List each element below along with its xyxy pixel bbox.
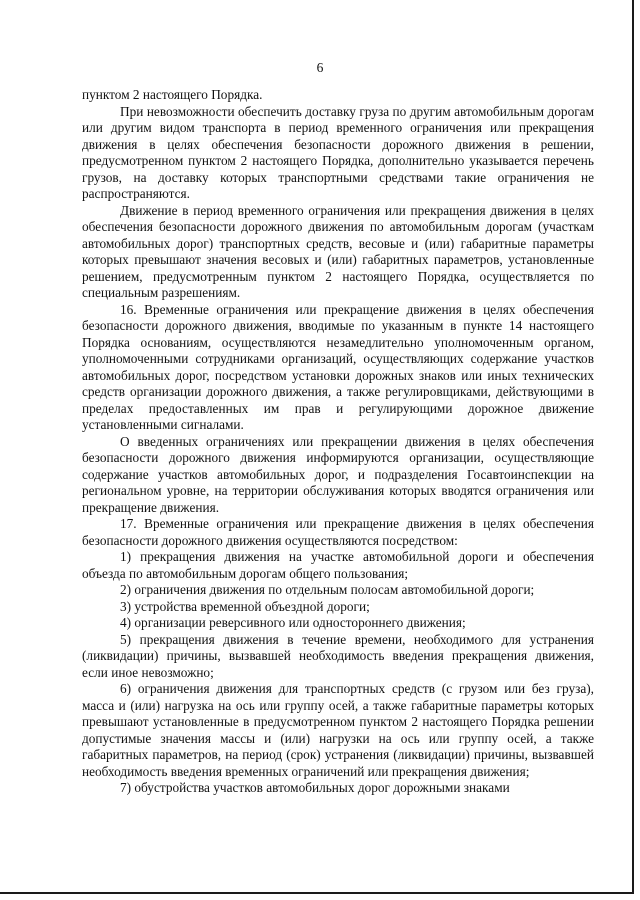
list-item: 7) обустройства участков автомобильных дорог дорожными знаками	[120, 780, 510, 795]
list-item: 2) ограничения движения по отдельным полосам автомобильной дороги;	[120, 582, 535, 597]
list-item: 1) прекращения движения на участке автомобильной дороги и обеспечения объезда по автомобильным дорогам общего пользования;	[82, 549, 594, 581]
list-item: 4) организации реверсивного или одностороннего движения;	[120, 615, 466, 630]
paragraph-continuation: пунктом 2 настоящего Порядка.	[82, 87, 263, 102]
paragraph-item-17: 17. Временные ограничения или прекращение движения в целях обеспечения безопасности дорожного движения осуществляются посредством:	[82, 516, 594, 548]
list-item: 6) ограничения движения для транспортных средств (с грузом или без груза), масса и (или) нагрузка на ось или группу осей, а также габаритные параметры которых превышают установленные в предусмотренном пунктом 2 настоящего Порядка решении допустимые значения массы и (или) нагрузки на ось или группу осей, а также габаритных параметров, на период (срок) устранения (ликвидации) причины, вызвавшей необходимость введения временных ограничений или прекращения движения;	[82, 681, 594, 779]
paragraph: О введенных ограничениях или прекращении движения в целях обеспечения безопасности дорожного движения информируются организации, осуществляющие содержание участков автомобильных дорог, и подразделения Госавтоинспекции на региональном уровне, на территории обслуживания которых вводятся ограничения или прекращение движения.	[82, 433, 594, 515]
paragraph: При невозможности обеспечить доставку груза по другим автомобильным дорогам или другим видом транспорта в период временного ограничения или прекращения движения в целях обеспечения безопасности дорожного движения в решении, предусмотренном пунктом 2 настоящего Порядка, дополнительно указывается перечень грузов, на доставку которых транспортными средствами такие ограничения не распространяются.	[82, 103, 594, 201]
document-body	[82, 87, 594, 797]
list-item: 3) устройства временной объездной дороги;	[120, 598, 370, 614]
page-number: 6	[316, 60, 324, 75]
list-item: 5) прекращения движения в течение времени, необходимого для устранения (ликвидации) причины, вызвавшей необходимость введения прекращения движения, если иное невозможно;	[82, 631, 594, 680]
paragraph-item-16: 16. Временные ограничения или прекращение движения в целях обеспечения безопасности дорожного движения, вводимые по указанным в пункте 14 настоящего Порядка основаниям, осуществляются незамедлительно уполномоченным органом, уполномоченными сотрудниками организаций, осуществляющих содержание участков автомобильных дорог, посредством установки дорожных знаков или иных технических средств организации дорожного движения, а также регулировщиками, действующими в пределах предоставленных им прав и регулирующими дорожное движение установленными сигналами.	[82, 301, 594, 432]
paragraph: Движение в период временного ограничения или прекращения движения в целях обеспечения безопасности дорожного движения по автомобильным дорогам (участкам автомобильных дорог) транспортных средств, весовые и (или) габаритные параметры которых превышают значения весовых и (или) габаритных параметров, установленные решением, предусмотренным пунктом 2 настоящего Порядка, осуществляется по специальным разрешениям.	[82, 202, 594, 300]
